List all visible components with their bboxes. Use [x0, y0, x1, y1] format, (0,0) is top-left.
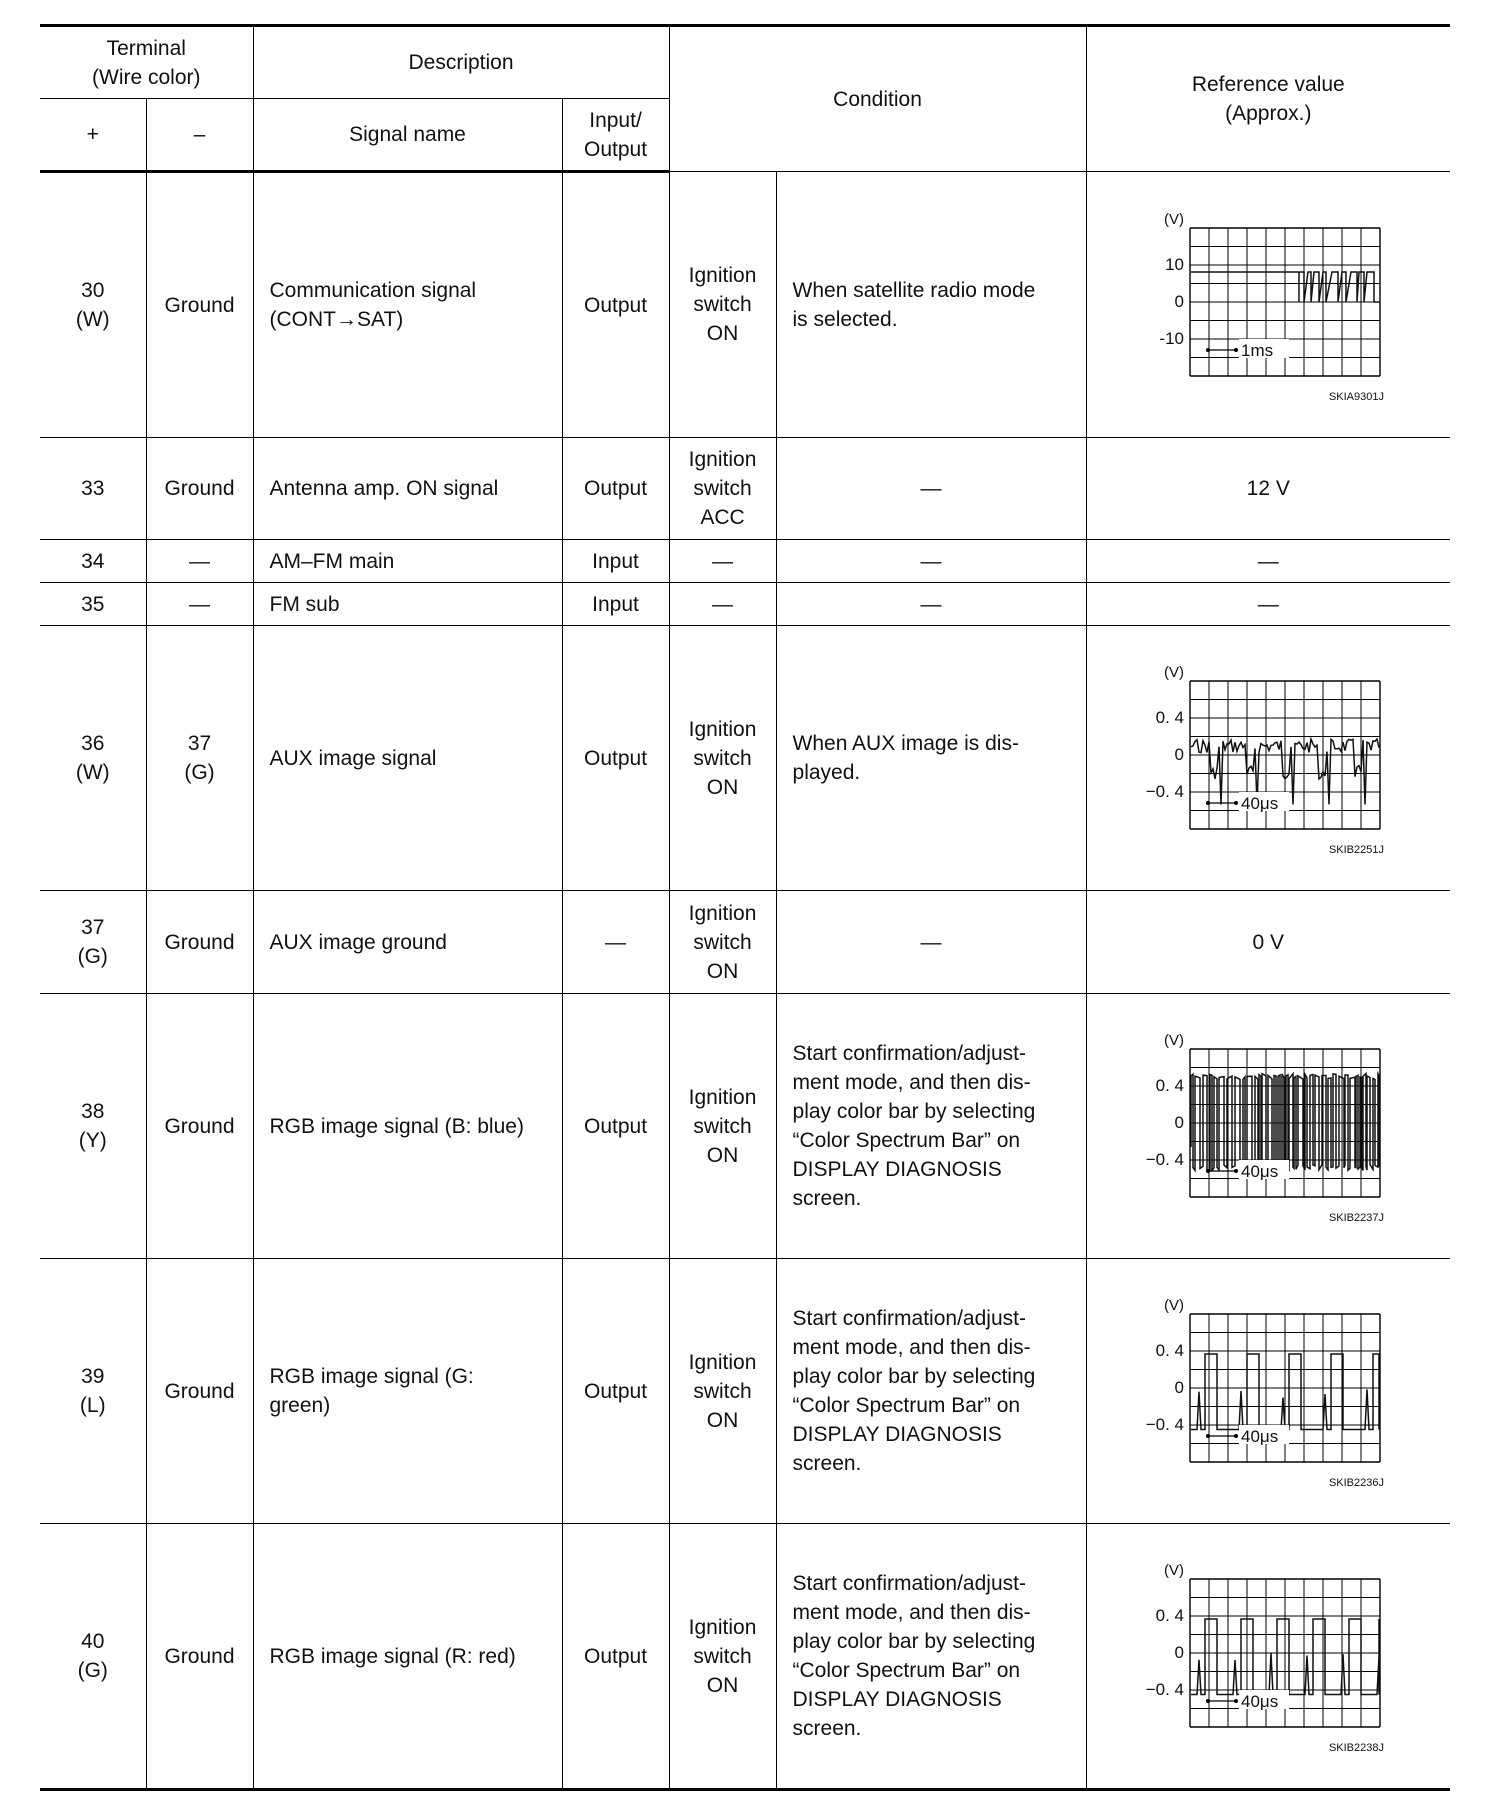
- table-row: [40, 583, 1450, 626]
- reference-waveform: [1086, 994, 1450, 1259]
- terminal-minus: Ground: [146, 891, 253, 994]
- reference-value: 12 V: [1086, 438, 1450, 540]
- signal-name: RGB image signal (B: blue): [253, 994, 562, 1259]
- waveform-axis-label: 0: [1174, 1378, 1185, 1397]
- waveform-axis-label: 0. 4: [1155, 708, 1185, 727]
- signal-name: Communication signal (CONT→SAT): [253, 172, 562, 438]
- condition-switch: Ignition switch ON: [669, 891, 776, 994]
- input-output-header: Input/ Output: [562, 99, 669, 172]
- reference-waveform: [1086, 1524, 1450, 1790]
- table-row: [40, 172, 1450, 438]
- condition-detail: When AUX image is dis- played.: [776, 626, 1086, 891]
- terminal-minus: Ground: [146, 1524, 253, 1790]
- signal-name: FM sub: [253, 583, 562, 626]
- waveform-axis-label: −0. 4: [1145, 1415, 1185, 1434]
- input-output: Output: [562, 994, 669, 1259]
- signal-name-header: Signal name: [253, 99, 562, 172]
- table-row: [40, 1524, 1450, 1790]
- input-output: Output: [562, 438, 669, 540]
- condition-switch: Ignition switch ON: [669, 994, 776, 1259]
- table-row: [40, 994, 1450, 1259]
- minus-header: –: [146, 99, 253, 172]
- waveform-chart: [1118, 1021, 1418, 1231]
- waveform-axis-label: 10: [1165, 254, 1185, 274]
- waveform-chart: [1118, 200, 1418, 410]
- condition-detail: —: [776, 891, 1086, 994]
- condition-detail: —: [776, 540, 1086, 583]
- time-scale-label: 1ms: [1241, 340, 1274, 360]
- waveform-axis-label: (V): [1164, 664, 1185, 681]
- reference-waveform: [1086, 626, 1450, 891]
- signal-name: AUX image signal: [253, 626, 562, 891]
- waveform-axis-label: 0. 4: [1155, 1076, 1185, 1095]
- condition-switch: Ignition switch ACC: [669, 438, 776, 540]
- condition-switch: —: [669, 583, 776, 626]
- waveform-code: SKIA9301J: [1329, 390, 1385, 403]
- waveform-chart: [1118, 1551, 1418, 1761]
- condition-detail: When satellite radio mode is selected.: [776, 172, 1086, 438]
- condition-detail: Start confirmation/adjust- ment mode, and then dis- play color bar by selecting “Color Spectrum Bar” on DISPLAY DIAGNOSIS screen.: [776, 1524, 1086, 1790]
- terminal-minus: —: [146, 540, 253, 583]
- terminal-plus: 36 (W): [40, 626, 146, 891]
- input-output: Output: [562, 626, 669, 891]
- description-header: Description: [253, 26, 669, 99]
- terminal-plus: 33: [40, 438, 146, 540]
- terminal-plus: 39 (L): [40, 1259, 146, 1524]
- condition-switch: —: [669, 540, 776, 583]
- time-scale-label: 40μs: [1241, 1162, 1279, 1181]
- input-output: Output: [562, 172, 669, 438]
- waveform-axis-label: -10: [1159, 328, 1185, 348]
- table-row: [40, 626, 1450, 891]
- time-scale-label: 40μs: [1241, 794, 1279, 813]
- terminal-minus: 37 (G): [146, 626, 253, 891]
- terminal-minus: Ground: [146, 1259, 253, 1524]
- time-scale-label: 40μs: [1241, 1427, 1279, 1446]
- condition-detail: —: [776, 438, 1086, 540]
- condition-detail: —: [776, 583, 1086, 626]
- waveform-code: SKIB2238J: [1329, 1742, 1385, 1754]
- table-row: [40, 891, 1450, 994]
- input-output: Input: [562, 583, 669, 626]
- signal-name: AUX image ground: [253, 891, 562, 994]
- waveform-axis-label: 0: [1174, 1113, 1185, 1132]
- terminal-minus: Ground: [146, 438, 253, 540]
- waveform-axis-label: 0: [1174, 291, 1185, 311]
- input-output: —: [562, 891, 669, 994]
- plus-header: +: [40, 99, 146, 172]
- terminal-plus: 38 (Y): [40, 994, 146, 1259]
- input-output: Input: [562, 540, 669, 583]
- terminal-plus: 40 (G): [40, 1524, 146, 1790]
- terminal-minus: —: [146, 583, 253, 626]
- waveform-axis-label: 0. 4: [1155, 1341, 1185, 1360]
- waveform-axis-label: (V): [1164, 1032, 1185, 1049]
- waveform-axis-label: −0. 4: [1145, 1150, 1185, 1169]
- terminal-header: Terminal (Wire color): [40, 26, 253, 99]
- terminal-plus: 37 (G): [40, 891, 146, 994]
- waveform-axis-label: 0. 4: [1155, 1606, 1185, 1625]
- terminal-reference-table: [40, 24, 1450, 1791]
- waveform-axis-label: −0. 4: [1145, 782, 1185, 801]
- signal-name: AM–FM main: [253, 540, 562, 583]
- condition-detail: Start confirmation/adjust- ment mode, and then dis- play color bar by selecting “Color Spectrum Bar” on DISPLAY DIAGNOSIS screen.: [776, 994, 1086, 1259]
- reference-value: —: [1086, 540, 1450, 583]
- waveform-axis-label: −0. 4: [1145, 1680, 1185, 1699]
- table-row: [40, 1259, 1450, 1524]
- terminal-minus: Ground: [146, 172, 253, 438]
- condition-header: Condition: [669, 26, 1086, 172]
- terminal-plus: 30 (W): [40, 172, 146, 438]
- input-output: Output: [562, 1524, 669, 1790]
- signal-name: RGB image signal (G: green): [253, 1259, 562, 1524]
- waveform-code: SKIB2237J: [1329, 1212, 1385, 1224]
- reference-value-header: Reference value (Approx.): [1086, 26, 1450, 172]
- input-output: Output: [562, 1259, 669, 1524]
- waveform-axis-label: 0: [1174, 1643, 1185, 1662]
- reference-value: —: [1086, 583, 1450, 626]
- condition-switch: Ignition switch ON: [669, 172, 776, 438]
- signal-name: RGB image signal (R: red): [253, 1524, 562, 1790]
- waveform-axis-label: 0: [1174, 745, 1185, 764]
- reference-waveform: [1086, 172, 1450, 438]
- condition-detail: Start confirmation/adjust- ment mode, and then dis- play color bar by selecting “Color Spectrum Bar” on DISPLAY DIAGNOSIS screen.: [776, 1259, 1086, 1524]
- time-scale-label: 40μs: [1241, 1692, 1279, 1711]
- terminal-plus: 34: [40, 540, 146, 583]
- terminal-minus: Ground: [146, 994, 253, 1259]
- condition-switch: Ignition switch ON: [669, 1524, 776, 1790]
- condition-switch: Ignition switch ON: [669, 1259, 776, 1524]
- signal-name: Antenna amp. ON signal: [253, 438, 562, 540]
- table-row: [40, 438, 1450, 540]
- reference-waveform: [1086, 1259, 1450, 1524]
- waveform-code: SKIB2251J: [1329, 844, 1385, 856]
- condition-switch: Ignition switch ON: [669, 626, 776, 891]
- reference-value: 0 V: [1086, 891, 1450, 994]
- waveform-code: SKIB2236J: [1329, 1477, 1385, 1489]
- waveform-chart: [1118, 1286, 1418, 1496]
- waveform-chart: [1118, 653, 1418, 863]
- waveform-axis-label: (V): [1164, 1562, 1185, 1579]
- terminal-plus: 35: [40, 583, 146, 626]
- waveform-axis-label: (V): [1164, 1297, 1185, 1314]
- table-row: [40, 540, 1450, 583]
- waveform-axis-label: (V): [1164, 210, 1185, 228]
